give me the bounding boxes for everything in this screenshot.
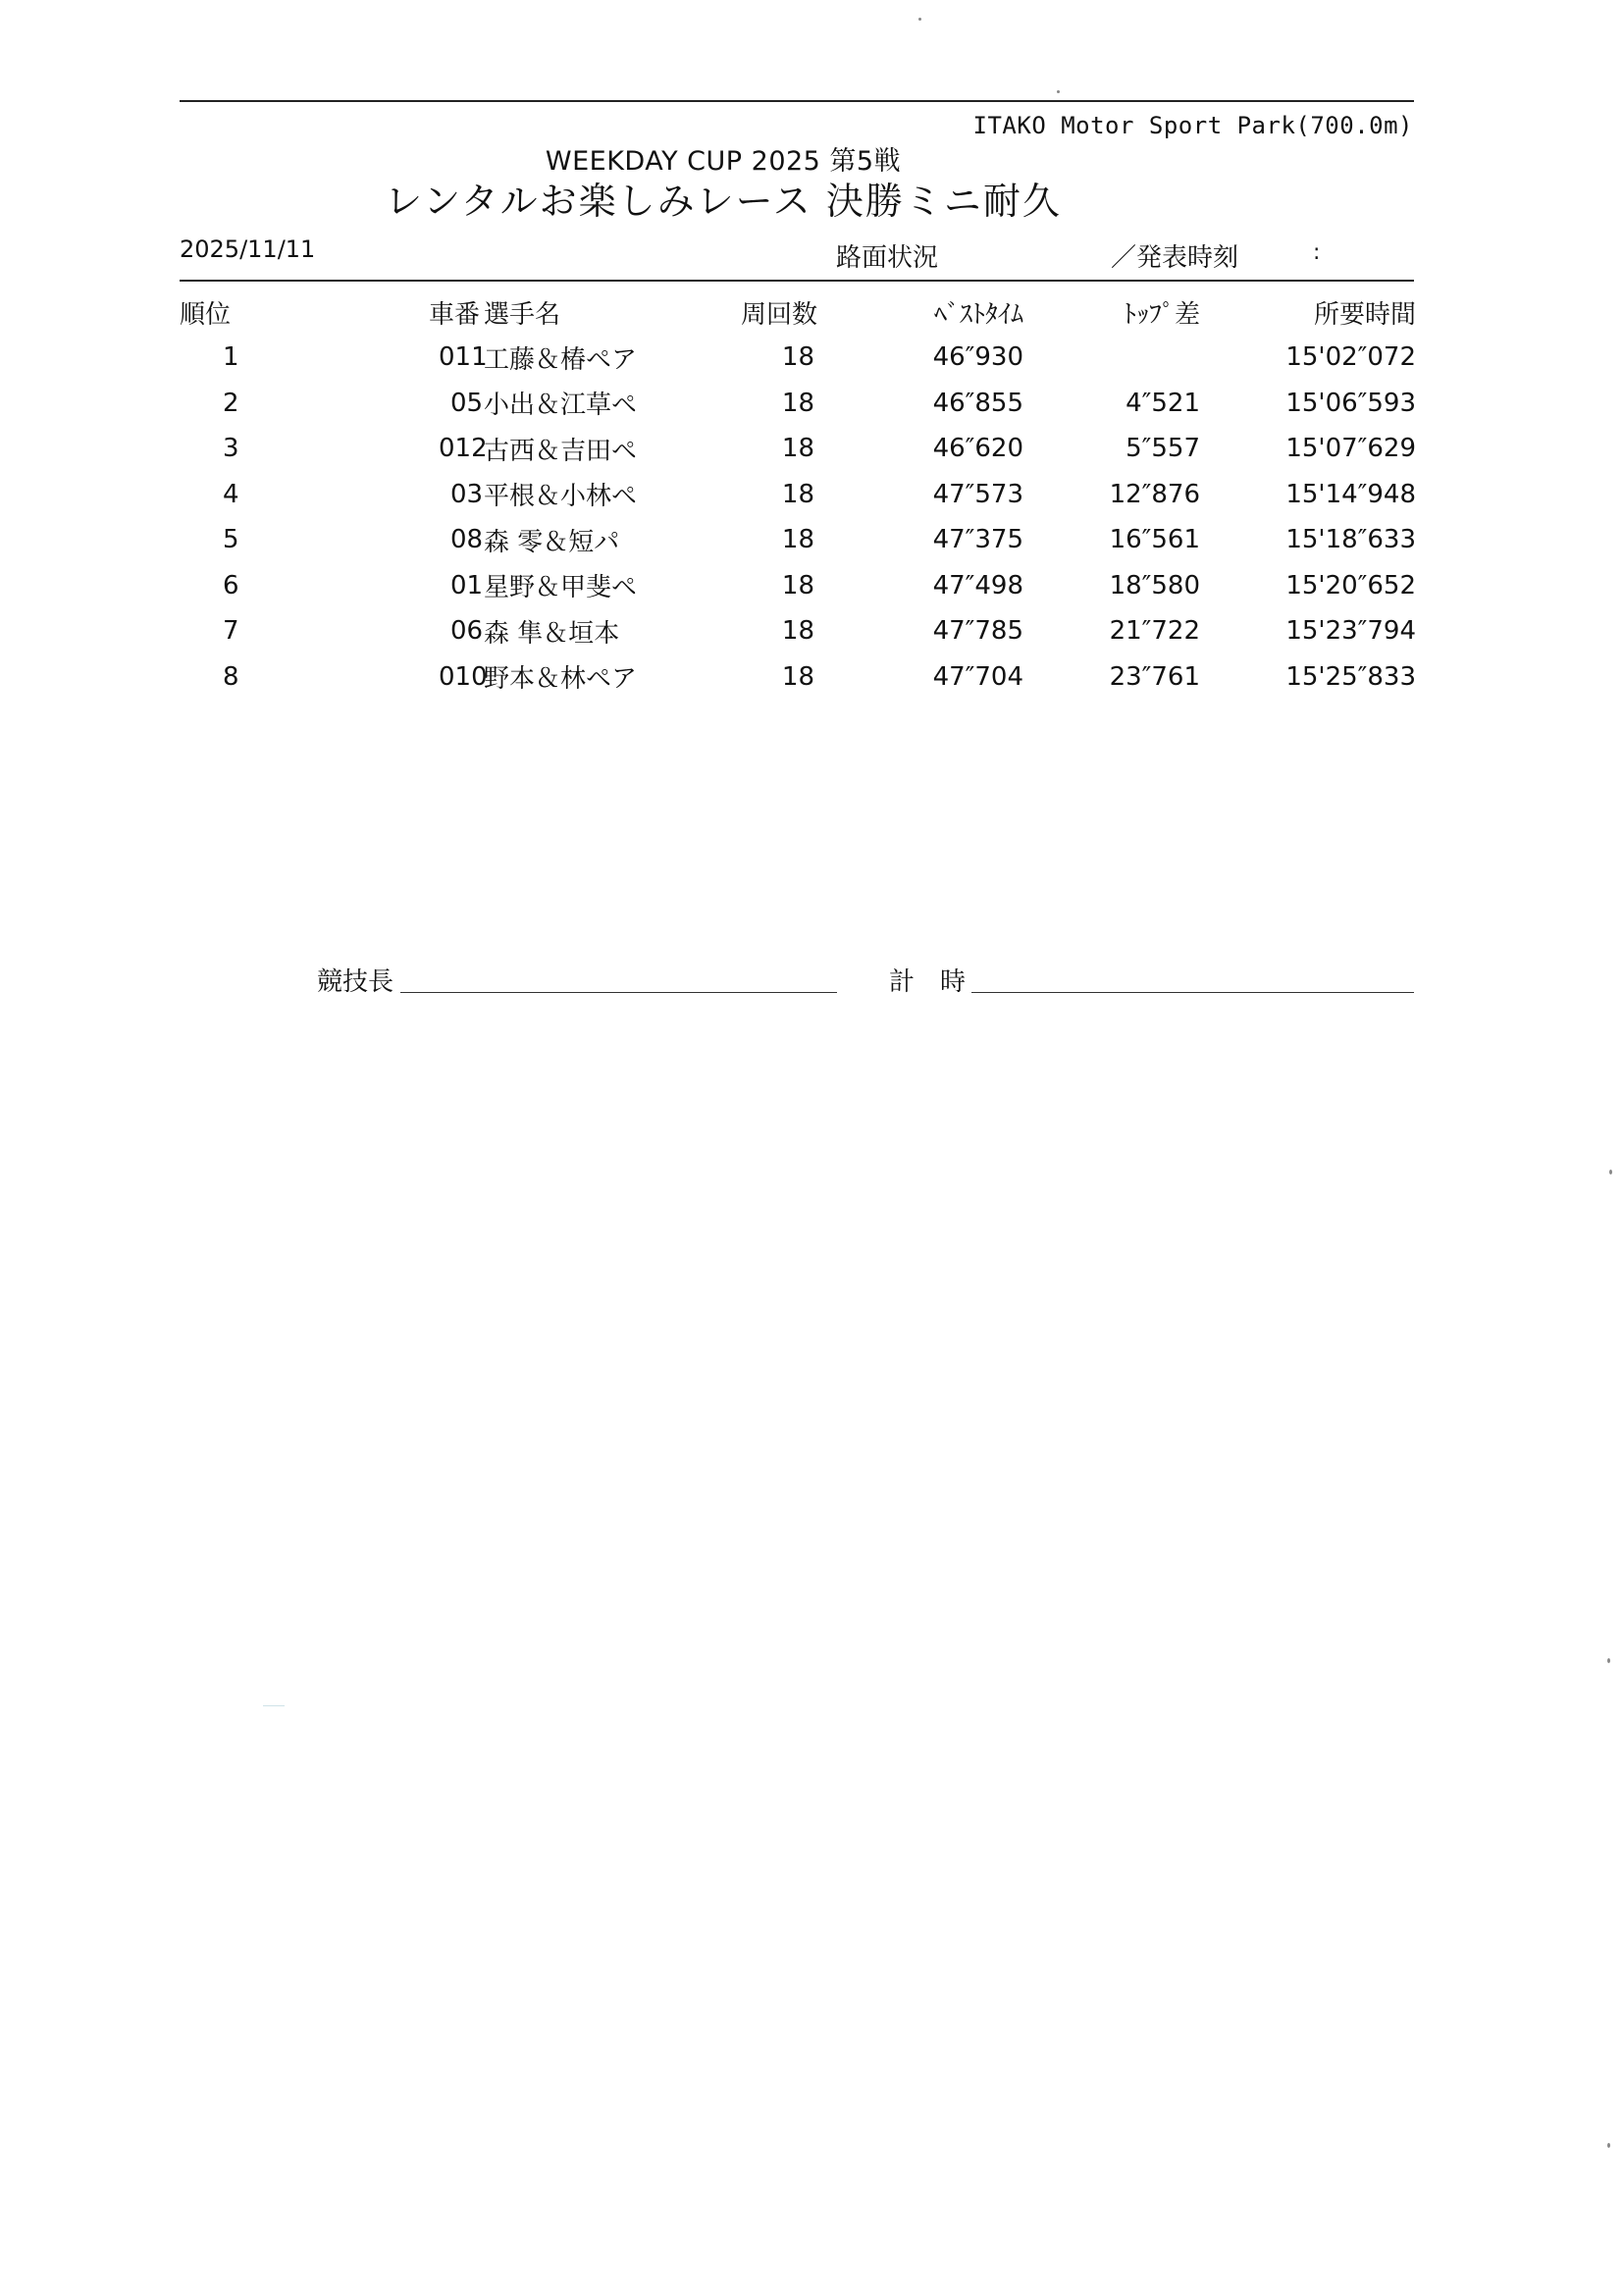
cell-car-no <box>268 517 484 563</box>
cell-total-time: 15'23″794 <box>1285 616 1416 647</box>
car-no-text: 011 <box>439 342 488 373</box>
cell-laps: 18 <box>781 388 814 418</box>
car-no-text: 06 <box>450 616 484 647</box>
scan-speck <box>1607 2143 1610 2148</box>
cell-gap: 12″876 <box>1109 479 1200 509</box>
col-laps-header: 周回数 <box>740 299 817 330</box>
cell-car-no <box>268 654 488 701</box>
cell-laps: 18 <box>781 616 814 647</box>
scan-speck <box>263 1705 285 1706</box>
cell-laps: 18 <box>781 525 814 555</box>
cell-total-time: 15'20″652 <box>1285 570 1416 600</box>
cell-driver: 野本＆林ペア <box>484 664 638 695</box>
cell-position: 1 <box>223 342 239 373</box>
cell-position: 8 <box>223 661 239 692</box>
cell-best-time: 47″785 <box>932 616 1023 647</box>
table-row <box>180 654 1416 701</box>
cell-gap: 16″561 <box>1109 525 1200 555</box>
cell-laps: 18 <box>781 479 814 509</box>
cell-car-no <box>268 608 484 654</box>
top-rule <box>180 100 1414 102</box>
results-table <box>180 289 1416 700</box>
cell-gap: 18″580 <box>1109 570 1200 600</box>
cell-car-no <box>268 426 488 472</box>
cell-laps: 18 <box>781 342 814 373</box>
cell-car-no <box>268 472 484 518</box>
cell-laps: 18 <box>781 434 814 464</box>
col-position-header: 順位 <box>180 299 232 330</box>
col-driver-header: 選手名 <box>484 299 561 330</box>
cell-driver: 平根＆小林ペ <box>484 482 638 512</box>
table-row <box>180 563 1416 609</box>
cell-total-time: 15'18″633 <box>1285 525 1416 555</box>
venue-name: ITAKO Motor Sport Park(700.0m) <box>972 112 1413 139</box>
cell-position: 3 <box>223 434 239 464</box>
cell-gap: 4″521 <box>1126 388 1200 418</box>
cell-best-time: 46″930 <box>932 342 1023 373</box>
race-date: 2025/11/11 <box>180 235 316 263</box>
timing-label: 計 時 <box>889 967 967 997</box>
road-condition-label: 路面状況 <box>836 243 939 273</box>
race-title: レンタルお楽しみレース 決勝ミニ耐久 <box>385 180 1062 223</box>
cell-driver: 工藤＆椿ペア <box>484 344 638 375</box>
col-total-time-header: 所要時間 <box>1313 299 1416 330</box>
cell-car-no <box>268 335 488 381</box>
cell-best-time: 47″704 <box>932 661 1023 692</box>
col-gap-header: ﾄｯﾌﾟ差 <box>1123 299 1200 330</box>
cell-driver: 森 零＆短パ <box>484 527 620 557</box>
scan-speck <box>1609 1170 1612 1174</box>
car-no-text: 05 <box>450 388 484 418</box>
cell-position: 2 <box>223 388 239 418</box>
scan-speck <box>918 18 921 21</box>
race-director-signature-line <box>400 992 837 993</box>
table-row <box>180 608 1416 654</box>
cell-total-time: 15'25″833 <box>1285 661 1416 692</box>
cell-best-time: 46″620 <box>932 434 1023 464</box>
cell-car-no <box>268 381 484 427</box>
car-no-text: 012 <box>439 434 488 464</box>
cell-laps: 18 <box>781 661 814 692</box>
table-row <box>180 517 1416 563</box>
car-no-text: 01 <box>450 570 484 600</box>
timing-signature-line <box>971 992 1414 993</box>
cell-car-no <box>268 563 484 609</box>
cell-gap: 5″557 <box>1126 434 1200 464</box>
cell-total-time: 15'06″593 <box>1285 388 1416 418</box>
car-no-text: 03 <box>450 479 484 509</box>
series-title: WEEKDAY CUP 2025 第5戦 <box>545 146 902 177</box>
cell-best-time: 46″855 <box>932 388 1023 418</box>
table-row <box>180 381 1416 427</box>
announcement-time-label: ／発表時刻 <box>1111 243 1239 273</box>
car-no-text: 010 <box>439 661 488 692</box>
announcement-time-value: : <box>1313 240 1321 265</box>
cell-best-time: 47″375 <box>932 525 1023 555</box>
car-no-text: 08 <box>450 525 484 555</box>
col-car-no-label: 車番 <box>429 299 481 330</box>
cell-best-time: 47″498 <box>932 570 1023 600</box>
cell-position: 6 <box>223 570 239 600</box>
cell-total-time: 15'07″629 <box>1285 434 1416 464</box>
cell-position: 4 <box>223 479 239 509</box>
cell-total-time: 15'02″072 <box>1285 342 1416 373</box>
header-rule <box>180 280 1414 282</box>
table-row <box>180 472 1416 518</box>
col-car-no-header <box>268 289 484 335</box>
cell-driver: 星野＆甲斐ペ <box>484 573 638 603</box>
cell-position: 5 <box>223 525 239 555</box>
cell-driver: 森 隼＆垣本 <box>484 618 620 649</box>
race-director-label: 競技長 <box>317 967 394 997</box>
scan-speck <box>1057 90 1060 93</box>
cell-driver: 古西＆吉田ペ <box>484 436 638 466</box>
cell-gap: 21″722 <box>1109 616 1200 647</box>
table-row <box>180 426 1416 472</box>
cell-gap <box>1023 335 1200 381</box>
scan-speck <box>1607 1658 1610 1663</box>
cell-total-time: 15'14″948 <box>1285 479 1416 509</box>
cell-gap: 23″761 <box>1109 661 1200 692</box>
table-header-row <box>180 289 1416 335</box>
col-best-time-header: ﾍﾞｽﾄﾀｲﾑ <box>933 299 1023 330</box>
cell-best-time: 47″573 <box>932 479 1023 509</box>
cell-laps: 18 <box>781 570 814 600</box>
cell-driver: 小出＆江草ペ <box>484 391 638 421</box>
cell-position: 7 <box>223 616 239 647</box>
table-row <box>180 335 1416 381</box>
